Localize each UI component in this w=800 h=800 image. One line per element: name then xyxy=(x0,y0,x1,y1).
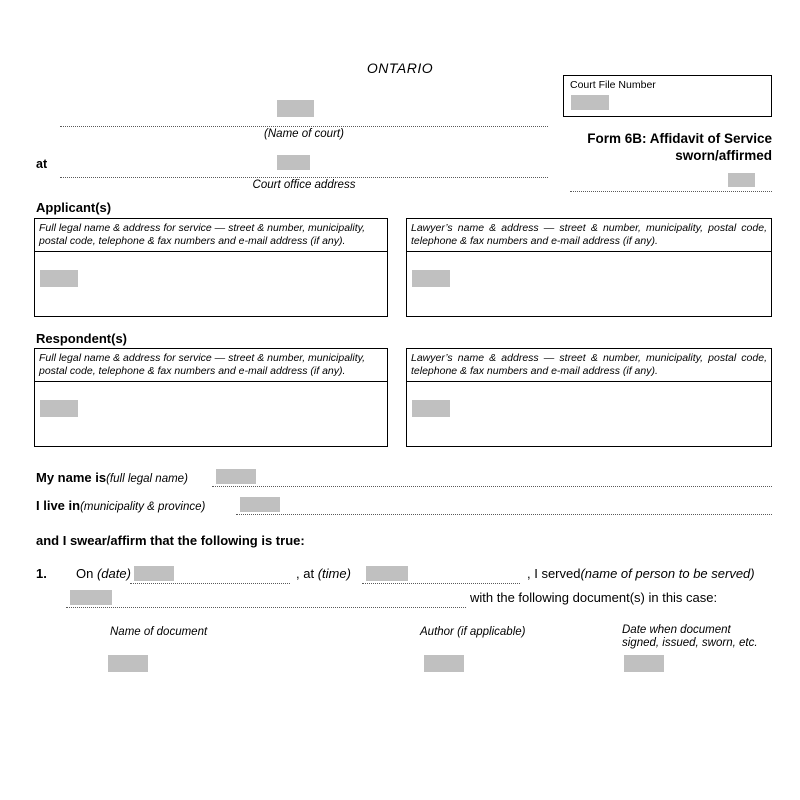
form-title-input[interactable] xyxy=(728,173,755,187)
applicant-lawyer-box xyxy=(406,218,772,317)
item1-person-hint: (name of person to be served) xyxy=(580,566,755,581)
court-name-caption: (Name of court) xyxy=(264,128,344,140)
item1-date-hint: (date) xyxy=(96,566,131,581)
item1-served-label xyxy=(527,566,755,581)
deponent-residence-label: I live in xyxy=(36,498,81,513)
court-address-caption: Court office address xyxy=(252,179,356,191)
deponent-residence-rule xyxy=(236,514,772,515)
item1-date-rule xyxy=(130,583,290,584)
jurisdiction-heading: ONTARIO xyxy=(366,60,434,76)
applicant-lawyer-entry[interactable] xyxy=(407,252,771,316)
item1-on-date-label xyxy=(76,566,131,581)
applicant-party-input[interactable] xyxy=(40,270,78,287)
respondent-lawyer-box xyxy=(406,348,772,447)
applicant-party-entry[interactable] xyxy=(35,252,387,316)
form-title-line1: Form 6B: Affidavit of Service xyxy=(587,131,772,146)
item1-time-rule xyxy=(362,583,520,584)
item1-with-documents-text: with the following document(s) in this case: xyxy=(470,590,718,605)
deponent-name-label: My name is xyxy=(36,470,107,485)
documents-col3-header xyxy=(622,624,762,650)
item1-time-input[interactable] xyxy=(366,566,408,581)
respondent-lawyer-hint: Lawyer’s name & address — street & number, municipality, postal code, telephone & fax numbers and e-mail address (if any). xyxy=(407,349,771,382)
documents-col3-header-line1: Date when document xyxy=(622,624,731,636)
court-file-number-box xyxy=(563,75,772,117)
respondent-section-heading: Respondent(s) xyxy=(36,331,127,346)
form-title xyxy=(520,130,772,164)
deponent-name-rule xyxy=(212,486,772,487)
applicant-party-hint: Full legal name & address for service — street & number, municipality, postal code, telephone & fax numbers and e-mail address (if any). xyxy=(35,219,387,252)
item1-person-rule xyxy=(66,607,466,608)
documents-col1-header: Name of document xyxy=(110,626,208,638)
deponent-residence-input[interactable] xyxy=(240,497,280,512)
respondent-party-hint: Full legal name & address for service — street & number, municipality, postal code, telephone & fax numbers and e-mail address (if any). xyxy=(35,349,387,382)
documents-col2-header: Author (if applicable) xyxy=(420,626,526,638)
respondent-lawyer-input[interactable] xyxy=(412,400,450,417)
form-title-line2: sworn/affirmed xyxy=(675,148,772,163)
item1-person-input[interactable] xyxy=(70,590,112,605)
item1-served-text: , I served xyxy=(527,566,581,581)
deponent-residence-hint: (municipality & province) xyxy=(80,501,206,513)
item1-at-time-label xyxy=(296,566,351,581)
deponent-name-input[interactable] xyxy=(216,469,256,484)
item1-at-label: , at xyxy=(296,566,315,581)
documents-col1-input[interactable] xyxy=(108,655,148,672)
documents-col3-header-line2: signed, issued, sworn, etc. xyxy=(622,637,758,649)
documents-col3-input[interactable] xyxy=(624,655,664,672)
court-address-rule xyxy=(60,177,548,178)
applicant-section-heading: Applicant(s) xyxy=(36,200,112,215)
court-file-number-label: Court File Number xyxy=(570,79,656,91)
respondent-party-box xyxy=(34,348,388,447)
deponent-residence-line xyxy=(36,498,205,513)
applicant-lawyer-hint: Lawyer’s name & address — street & number, municipality, postal code, telephone & fax numbers and e-mail address (if any). xyxy=(407,219,771,252)
oath-statement: and I swear/affirm that the following is true: xyxy=(36,533,305,548)
respondent-lawyer-entry[interactable] xyxy=(407,382,771,446)
respondent-party-entry[interactable] xyxy=(35,382,387,446)
applicant-lawyer-input[interactable] xyxy=(412,270,450,287)
item1-time-hint: (time) xyxy=(317,566,351,581)
deponent-name-hint: (full legal name) xyxy=(106,473,188,485)
item1-date-input[interactable] xyxy=(134,566,174,581)
item1-on-label: On xyxy=(76,566,94,581)
deponent-name-line xyxy=(36,470,188,485)
documents-col2-input[interactable] xyxy=(424,655,464,672)
court-address-at-label: at xyxy=(36,157,48,171)
court-address-input[interactable] xyxy=(277,155,310,170)
court-file-number-input[interactable] xyxy=(571,95,609,110)
applicant-party-box xyxy=(34,218,388,317)
form-title-rule xyxy=(570,191,772,192)
item1-number: 1. xyxy=(36,566,47,581)
respondent-party-input[interactable] xyxy=(40,400,78,417)
court-name-input[interactable] xyxy=(277,100,314,117)
court-name-rule xyxy=(60,126,548,127)
